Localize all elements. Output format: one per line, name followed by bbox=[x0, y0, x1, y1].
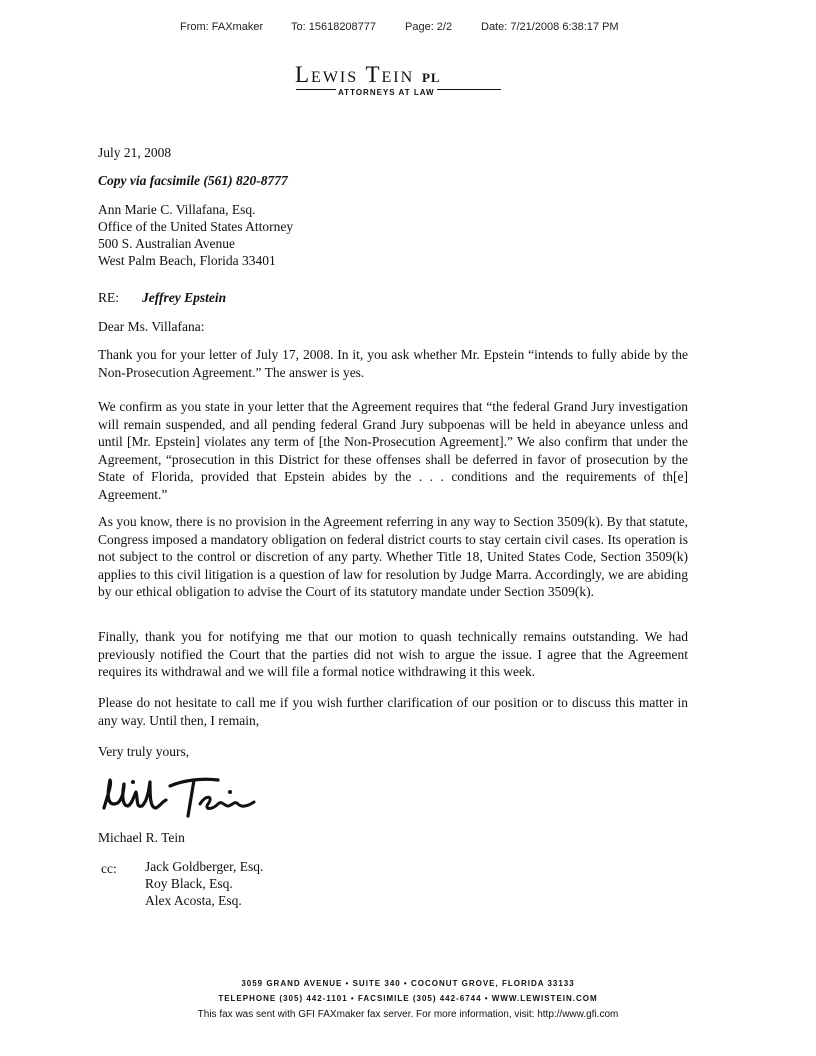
body-paragraph: Finally, thank you for notifying me that our motion to quash technically remains outstanding. We had previously notified the Court that the parties did not wish to argue the issue. I agree that the Agreement requires its withdrawal and we will file a formal notice withdrawing it this week. bbox=[98, 629, 688, 679]
fax-from: From: FAXmaker bbox=[180, 21, 264, 33]
cc-label: cc: bbox=[101, 861, 117, 876]
signature-image bbox=[98, 770, 268, 830]
fax-date: Date: 7/21/2008 6:38:17 PM bbox=[481, 21, 619, 33]
fax-notice: This fax was sent with GFI FAXmaker fax server. For more information, visit: http://www.gfi.com bbox=[197, 1009, 619, 1020]
body-paragraph: Please do not hesitate to call me if you wish further clarification of our position or to discuss this matter in any way. Until then, I remain, bbox=[98, 695, 688, 728]
salutation: Dear Ms. Villafana: bbox=[98, 319, 205, 334]
recipient-line: 500 S. Australian Avenue bbox=[98, 236, 235, 251]
closing: Very truly yours, bbox=[98, 744, 190, 759]
body-paragraph: Thank you for your letter of July 17, 2008. In it, you ask whether Mr. Epstein “intends to fully abide by the Non-Prosecution Agreement.” The answer is yes. bbox=[98, 347, 688, 380]
body-paragraph: As you know, there is no provision in the Agreement referring in any way to Section 3509(k). By that statute, Congress imposed a mandatory obligation on federal district courts to stay certain civil cases. Its operation is not subject to the control or discretion of any party. Whether Title 18, United States Code, Section 3509(k) applies to this civil litigation is a question of law for resolution by Judge Marra. Accordingly, we are abiding by our ethical obligation to advise the Court of its statutory mandate under Section 3509(k). bbox=[98, 514, 689, 599]
footer-address: 3059 GRAND AVENUE • SUITE 340 • COCONUT GROVE, FLORIDA 33133 bbox=[241, 979, 575, 988]
recipient-line: Office of the United States Attorney bbox=[98, 219, 294, 234]
cc-recipient: Roy Black, Esq. bbox=[145, 876, 233, 891]
firm-suffix: PL bbox=[421, 70, 441, 85]
fax-to: To: 15618208777 bbox=[291, 21, 377, 33]
signer-name: Michael R. Tein bbox=[98, 830, 185, 845]
re-value: Jeffrey Epstein bbox=[142, 290, 227, 305]
letterhead-tagline: ATTORNEYS AT LAW bbox=[338, 88, 435, 97]
cc-recipient: Jack Goldberger, Esq. bbox=[145, 859, 264, 874]
recipient-line: Ann Marie C. Villafana, Esq. bbox=[98, 202, 256, 217]
body-paragraph: We confirm as you state in your letter that the Agreement requires that “the federal Grand Jury investigation will remain suspended, and all pending federal Grand Jury subpoenas will be held in abeyance unless and until [Mr. Epstein] violates any term of [the Non-Prosecution Agreement].” We also confirm that under the Agreement, “prosecution in this District for these offenses shall be deferred in favor of prosecution by the State of Florida, provided that Epstein abides by the . . . conditions and the requirements of th[e] Agreement.” bbox=[98, 399, 688, 502]
fax-page: Page: 2/2 bbox=[405, 21, 453, 33]
footer-contact: TELEPHONE (305) 442-1101 • FACSIMILE (305) 442-6744 • WWW.LEWISTEIN.COM bbox=[218, 994, 598, 1003]
letter-date: July 21, 2008 bbox=[98, 145, 172, 160]
firm-name: Lewis Tein bbox=[295, 62, 415, 87]
letterhead-logo bbox=[295, 62, 441, 88]
cc-recipient: Alex Acosta, Esq. bbox=[145, 893, 242, 908]
re-label: RE: bbox=[98, 290, 120, 305]
delivery-method: Copy via facsimile (561) 820-8777 bbox=[98, 173, 288, 188]
recipient-line: West Palm Beach, Florida 33401 bbox=[98, 253, 276, 268]
